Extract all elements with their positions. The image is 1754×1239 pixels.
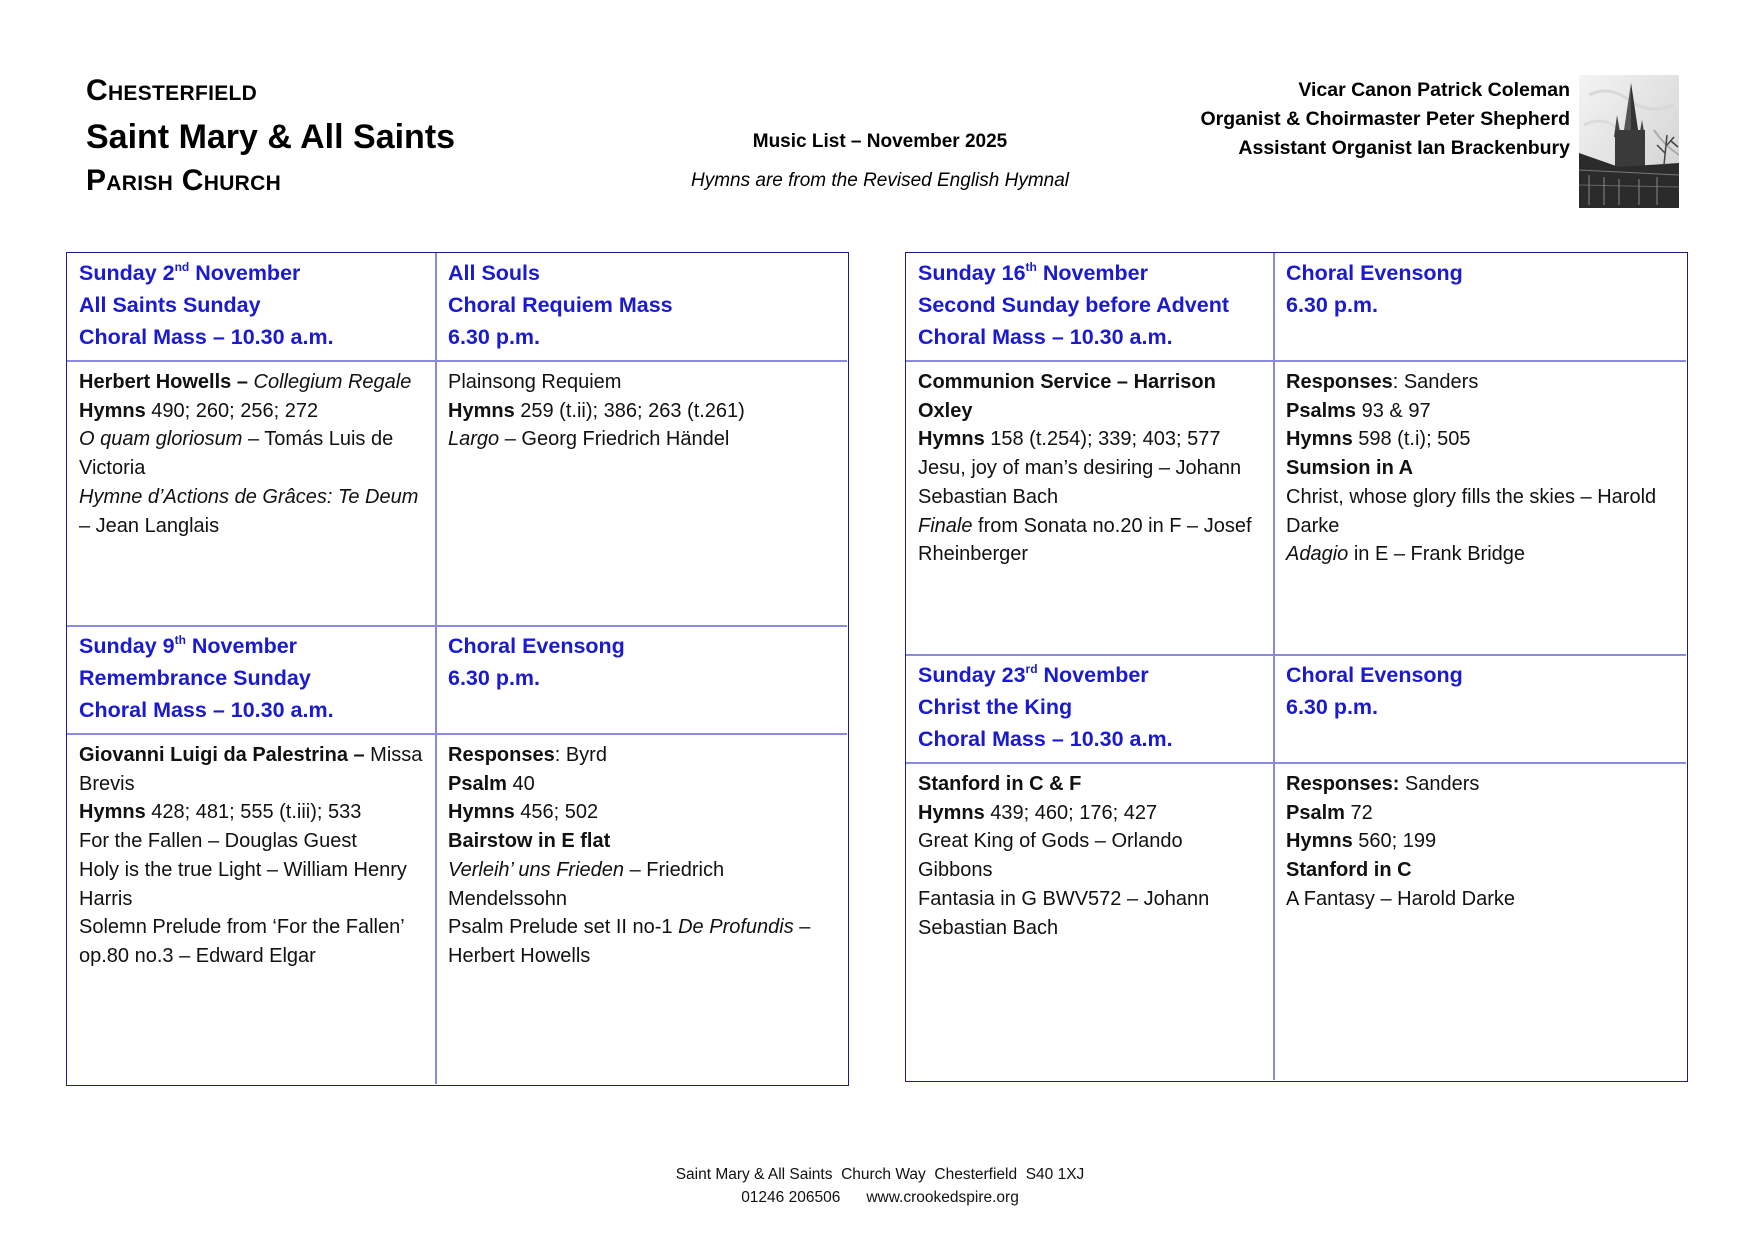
service-time: 6.30 p.m. — [1286, 293, 1379, 317]
service-name: Choral Evensong — [1286, 663, 1463, 687]
anthem: Jesu, joy of man’s desiring – Johann Sebastian Bach — [918, 457, 1242, 508]
footer-address: Saint Mary & All Saints Church Way Chesterfield S40 1XJ — [675, 1166, 1085, 1183]
staff-vicar: Vicar Canon Patrick Coleman — [1298, 79, 1570, 101]
nov9-morning-music — [67, 735, 435, 1083]
service-date: Sunday 16th November — [918, 260, 1148, 285]
hymns: Hymns 428; 481; 555 (t.iii); 533 — [79, 801, 362, 824]
canticles: Stanford in C — [1286, 859, 1412, 882]
service-occasion: Second Sunday before Advent — [918, 293, 1230, 317]
mass-setting: Communion Service – Harrison Oxley — [918, 371, 1216, 422]
page-subtitle: Hymns are from the Revised English Hymnal — [690, 170, 1070, 191]
service-time: 6.30 p.m. — [1286, 695, 1379, 719]
service-name: Choral Requiem Mass — [448, 293, 673, 317]
hymns: Hymns 439; 460; 176; 427 — [918, 801, 1158, 824]
church-name-line1: Chesterfield — [86, 74, 258, 107]
church-name — [86, 76, 455, 196]
spire-sketch-icon — [1579, 75, 1679, 208]
anthem: Holy is the true Light – William Henry Harris — [79, 858, 407, 910]
nov9-morning-heading — [67, 626, 435, 733]
service-name: Choral Evensong — [1286, 261, 1463, 285]
church-name-line3: Parish Church — [86, 164, 282, 197]
voluntary: Psalm Prelude set II no-1 De Profundis – Herbert Howells — [448, 916, 811, 967]
hymns: Hymns 456; 502 — [448, 801, 599, 824]
service-date: Sunday 9th November — [79, 633, 298, 658]
footer-phone: 01246 206506 — [741, 1189, 841, 1206]
voluntary: Largo – Georg Friedrich Händel — [448, 428, 730, 451]
psalm: Psalms 93 & 97 — [1286, 399, 1431, 422]
staff-organist: Organist & Choirmaster Peter Shepherd — [1200, 108, 1570, 130]
staff-list — [1200, 76, 1570, 163]
mass-setting: Herbert Howells – Collegium Regale — [79, 371, 412, 393]
church-name-line2: Saint Mary & All Saints — [86, 118, 456, 156]
anthem: Great King of Gods – Orlando Gibbons — [918, 830, 1183, 882]
nov2-evening-music — [436, 362, 848, 625]
schedule-table-right — [905, 252, 1688, 1082]
psalm: Psalm 40 — [448, 772, 535, 795]
service-time: Choral Mass – 10.30 a.m. — [918, 727, 1173, 751]
page-title: Music List – November 2025 — [752, 131, 1008, 152]
canticles: Bairstow in E flat — [448, 830, 611, 853]
nov9-evening-music — [436, 735, 848, 1083]
service-occasion: Christ the King — [918, 695, 1073, 719]
mass-setting: Stanford in C & F — [918, 773, 1082, 795]
nov2-evening-heading — [436, 253, 848, 360]
footer — [560, 1163, 1200, 1209]
service-occasion: All Souls — [448, 261, 540, 285]
footer-contact — [560, 1186, 1200, 1209]
responses: Responses: Byrd — [448, 744, 607, 766]
nov9-evening-heading — [436, 626, 848, 733]
responses: Responses: Sanders — [1286, 371, 1479, 393]
voluntary: Adagio in E – Frank Bridge — [1286, 543, 1526, 566]
canticles: Sumsion in A — [1286, 457, 1414, 480]
service-time: Choral Mass – 10.30 a.m. — [79, 698, 334, 722]
staff-assistant-organist: Assistant Organist Ian Brackenbury — [1238, 137, 1570, 159]
mass-setting: Plainsong Requiem — [448, 371, 622, 393]
nov23-evening-heading — [1274, 655, 1686, 762]
nov16-morning-music — [906, 362, 1273, 654]
voluntary: Solemn Prelude from ‘For the Fallen’ op.80 no.3 – Edward Elgar — [79, 916, 404, 967]
service-time: Choral Mass – 10.30 a.m. — [79, 325, 334, 349]
voluntary: Hymne d’Actions de Grâces: Te Deum – Jean Langlais — [79, 485, 419, 537]
nov2-morning-heading — [67, 253, 435, 360]
anthem: Christ, whose glory fills the skies – Harold Darke — [1286, 485, 1657, 537]
service-time: 6.30 p.m. — [448, 325, 541, 349]
hymns: Hymns 560; 199 — [1286, 830, 1437, 853]
anthem: O quam gloriosum – Tomás Luis de Victoria — [79, 428, 394, 480]
service-time: Choral Mass – 10.30 a.m. — [918, 325, 1173, 349]
nov2-morning-music — [67, 362, 435, 625]
service-occasion: All Saints Sunday — [79, 293, 261, 317]
voluntary: Finale from Sonata no.20 in F – Josef Rheinberger — [918, 514, 1252, 566]
hymns: Hymns 490; 260; 256; 272 — [79, 399, 319, 422]
crooked-spire-image — [1579, 75, 1679, 208]
nov23-morning-heading — [906, 655, 1273, 762]
voluntary: Fantasia in G BWV572 – Johann Sebastian Bach — [918, 887, 1210, 939]
psalm: Psalm 72 — [1286, 801, 1373, 824]
responses: Responses: Sanders — [1286, 773, 1480, 795]
nov16-evening-heading — [1274, 253, 1686, 360]
anthem: For the Fallen – Douglas Guest — [79, 830, 357, 853]
mass-setting: Giovanni Luigi da Palestrina – Missa Brevis — [79, 744, 423, 795]
voluntary: A Fantasy – Harold Darke — [1286, 887, 1515, 910]
service-date: Sunday 2nd November — [79, 260, 301, 285]
service-time: 6.30 p.m. — [448, 666, 541, 690]
nov16-morning-heading — [906, 253, 1273, 360]
nov23-evening-music — [1274, 764, 1686, 1080]
hymns: Hymns 158 (t.254); 339; 403; 577 — [918, 428, 1221, 451]
service-date: Sunday 23rd November — [918, 662, 1149, 687]
nov16-evening-music — [1274, 362, 1686, 654]
footer-website-link[interactable]: www.crookedspire.org — [866, 1189, 1019, 1206]
hymns: Hymns 598 (t.i); 505 — [1286, 428, 1471, 451]
service-name: Choral Evensong — [448, 634, 625, 658]
nov23-morning-music — [906, 764, 1273, 1080]
schedule-table-left — [66, 252, 849, 1086]
hymns: Hymns 259 (t.ii); 386; 263 (t.261) — [448, 399, 745, 422]
service-occasion: Remembrance Sunday — [79, 666, 311, 690]
anthem: Verleih’ uns Frieden – Friedrich Mendelssohn — [448, 858, 725, 910]
